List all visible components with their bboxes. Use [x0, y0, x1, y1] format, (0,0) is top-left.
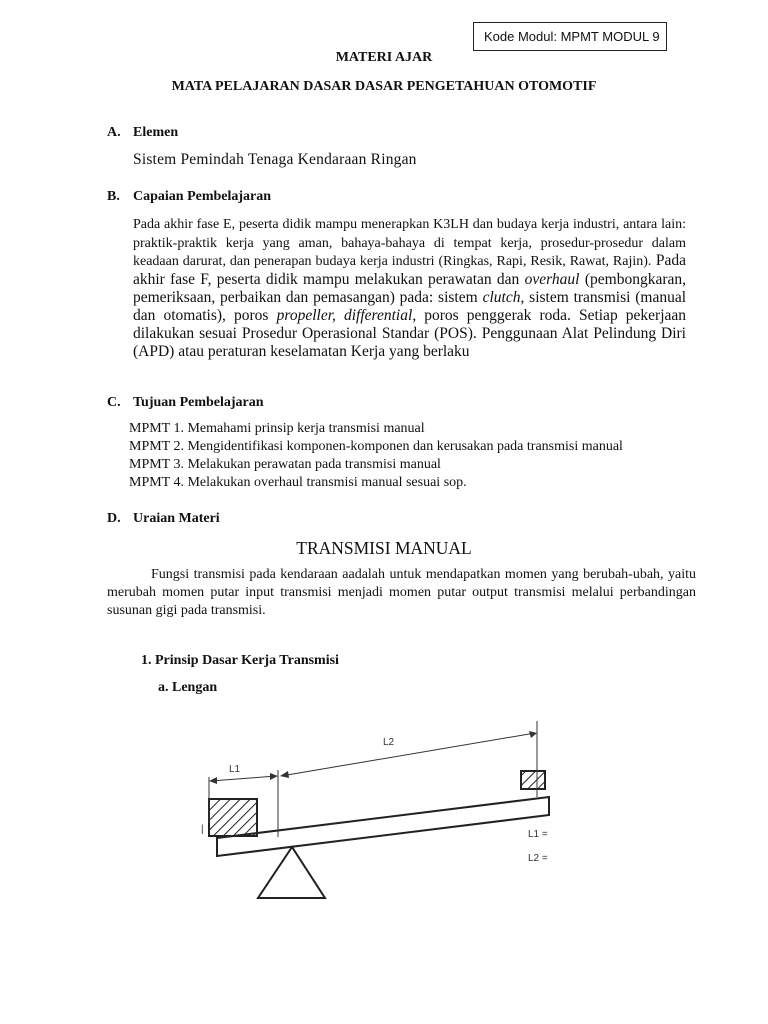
- l1-label: L1: [229, 764, 241, 775]
- section-b-letter: B.: [107, 189, 120, 204]
- l2-label: L2: [383, 737, 395, 748]
- cp-clutch: clutch: [482, 288, 521, 306]
- tujuan-item: MPMT 1. Memahami prinsip kerja transmisi manual: [129, 421, 425, 436]
- section-a-letter: A.: [107, 125, 121, 140]
- cp-propeller: propeller, differential: [276, 306, 413, 324]
- tujuan-item: MPMT 3. Melakukan perawatan pada transmisi manual: [129, 457, 441, 472]
- section-b-title: Capaian Pembelajaran: [133, 189, 272, 204]
- doc-subtitle: MATA PELAJARAN DASAR DASAR PENGETAHUAN OTOMOTIF: [171, 79, 597, 94]
- section-c-title: Tujuan Pembelajaran: [133, 395, 264, 410]
- left-edge-mark: |: [201, 824, 204, 835]
- capaian-pembelajaran-text: [133, 215, 686, 361]
- cp-fase-f-a: Pada akhir fase F, peserta didik mampu melakukan perawatan dan: [133, 252, 687, 288]
- tujuan-item: MPMT 4. Melakukan overhaul transmisi manual sesuai sop.: [129, 475, 467, 490]
- left-load-block: [209, 799, 257, 836]
- cp-overhaul: overhaul: [524, 270, 580, 288]
- section-d-letter: D.: [107, 511, 121, 526]
- cp-fase-f-d: , poros penggerak roda. Setiap pekerjaan dilakukan sesuai Prosedur Operasional Standar (POS). Penggunaan Alat Pelindung Diri (APD) atau peraturan keselamatan Kerja yang berlaku: [133, 306, 687, 360]
- l2-dimension-line: [281, 733, 535, 776]
- doc-title: MATERI AJAR: [335, 50, 433, 65]
- elemen-text: Sistem Pemindah Tenaga Kendaraan Ringan: [133, 151, 417, 168]
- tujuan-item: MPMT 2. Mengidentifikasi komponen-komponen dan kerusakan pada transmisi manual: [129, 439, 623, 454]
- cp-fase-e: Pada akhir fase E, peserta didik mampu menerapkan K3LH dan budaya kerja industri, antara lain: praktik-praktik kerja yang aman, bahaya-bahaya di tempat kerja, prosedur-prosedur dalam keadaan darurat, dan penerapan budaya kerja industri (Ringkas, Rapi, Resik, Rawat, Rajin).: [133, 217, 686, 269]
- l1-arrow-right: [270, 773, 278, 780]
- section-d-title: Uraian Materi: [133, 511, 220, 526]
- section-c-letter: C.: [107, 395, 121, 410]
- cp-fase-f-b: (pembongkaran, pemeriksaan, perbaikan dan pemasangan) pada: sistem: [133, 270, 687, 306]
- fungsi-paragraph: Fungsi transmisi pada kendaraan aadalah untuk mendapatkan momen yang berubah-ubah, yaitu merubah momen putar input transmisi menjadi momen putar output transmisi melalui perbandingan susunan gigi pada transmisi.: [107, 567, 696, 618]
- l2-arrow-left: [280, 771, 289, 778]
- prinsip-heading: 1. Prinsip Dasar Kerja Transmisi: [141, 653, 339, 668]
- l1-dimension-line: [211, 776, 276, 781]
- transmisi-manual-heading: TRANSMISI MANUAL: [296, 538, 472, 558]
- lever-beam: [217, 797, 549, 856]
- legend-l1: L1 =: [528, 829, 548, 840]
- lever-diagram: [195, 715, 575, 910]
- l1-arrow-left: [209, 777, 217, 784]
- cp-fase-f-c: , sistem transmisi (manual dan otomatis), poros: [133, 288, 687, 324]
- right-load-block: [521, 771, 545, 789]
- lengan-heading: a. Lengan: [158, 680, 218, 695]
- l2-arrow-right: [529, 731, 537, 738]
- section-a-title: Elemen: [133, 125, 179, 140]
- fulcrum-triangle: [258, 847, 325, 898]
- kode-modul-box: Kode Modul: MPMT MODUL 9: [473, 22, 667, 51]
- legend-l2: L2 =: [528, 853, 548, 864]
